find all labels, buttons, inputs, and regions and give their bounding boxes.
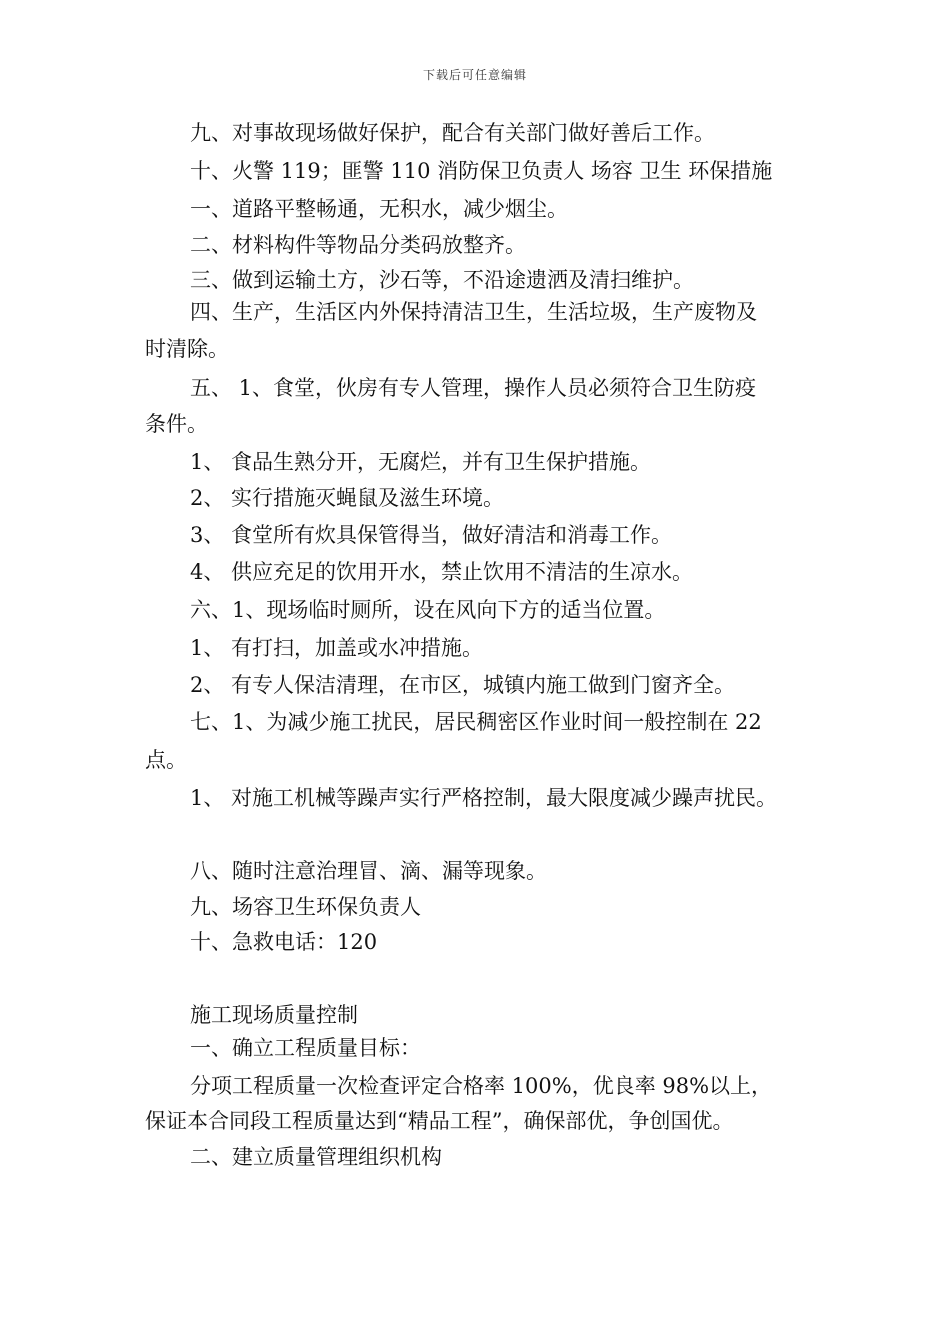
paragraph-line: 五、 1、食堂，伙房有专人管理，操作人员必须符合卫生防疫 [190, 376, 757, 400]
paragraph-line: 三、做到运输土方，沙石等，不沿途遗洒及清扫维护。 [190, 268, 694, 292]
section-heading: 施工现场质量控制 [190, 1003, 358, 1027]
paragraph-line: 十、火警 119；匪警 110 消防保卫负责人 场容 卫生 环保措施 [190, 159, 773, 183]
paragraph-line: 时清除。 [145, 337, 229, 361]
paragraph-line: 七、1、为减少施工扰民，居民稠密区作业时间一般控制在 22 [190, 710, 762, 734]
paragraph-line: 二、材料构件等物品分类码放整齐。 [190, 233, 526, 257]
paragraph-line: 1、 对施工机械等躁声实行严格控制，最大限度减少躁声扰民。 [190, 786, 778, 810]
paragraph-line: 一、确立工程质量目标： [190, 1036, 421, 1060]
page-header: 下载后可任意编辑 [422, 68, 527, 82]
paragraph-line: 六、1、现场临时厕所，设在风向下方的适当位置。 [190, 598, 666, 622]
paragraph-line: 2、 有专人保洁清理，在市区，城镇内施工做到门窗齐全。 [190, 673, 736, 697]
paragraph-line: 二、建立质量管理组织机构 [190, 1145, 442, 1169]
paragraph-line: 点。 [145, 748, 187, 772]
paragraph-line: 1、 食品生熟分开，无腐烂，并有卫生保护措施。 [190, 450, 652, 474]
paragraph-line: 九、场容卫生环保负责人 [190, 895, 421, 919]
paragraph-line: 八、随时注意治理冒、滴、漏等现象。 [190, 859, 547, 883]
paragraph-line: 四、生产，生活区内外保持清洁卫生，生活垃圾，生产废物及 [190, 300, 757, 324]
paragraph-line: 分项工程质量一次检查评定合格率 100%，优良率 98%以上， [190, 1074, 773, 1098]
paragraph-line: 保证本合同段工程质量达到“精品工程”，确保部优，争创国优。 [145, 1109, 734, 1133]
paragraph-line: 4、 供应充足的饮用开水，禁止饮用不清洁的生凉水。 [190, 560, 694, 584]
paragraph-line: 条件。 [145, 412, 208, 436]
paragraph-line: 2、 实行措施灭蝇鼠及滋生环境。 [190, 486, 505, 510]
paragraph-line: 十、急救电话：120 [190, 930, 378, 954]
paragraph-line: 3、 食堂所有炊具保管得当，做好清洁和消毒工作。 [190, 523, 673, 547]
paragraph-line: 九、对事故现场做好保护，配合有关部门做好善后工作。 [190, 121, 715, 145]
paragraph-line: 一、道路平整畅通，无积水，减少烟尘。 [190, 197, 568, 221]
paragraph-line: 1、 有打扫，加盖或水冲措施。 [190, 636, 484, 660]
